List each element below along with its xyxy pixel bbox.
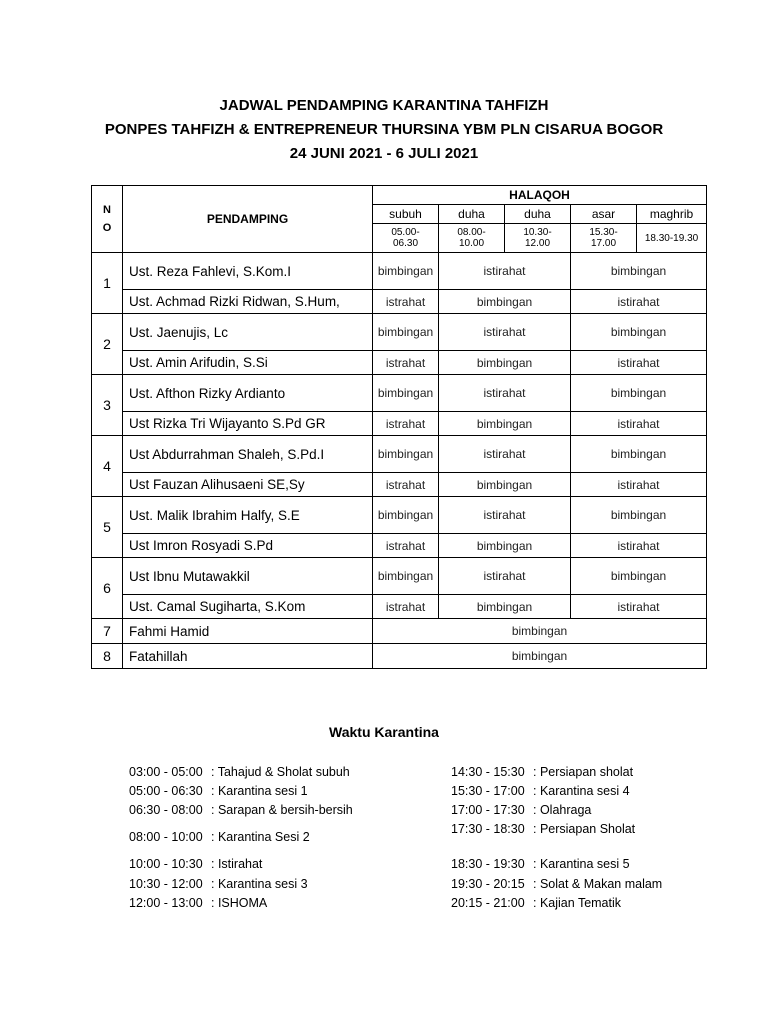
pendamping-name: Fatahillah	[123, 644, 373, 669]
waktu-item	[451, 875, 662, 893]
group-number: 3	[92, 375, 123, 436]
pendamping-name: Ust Fauzan Alihusaeni SE,Sy	[123, 473, 373, 497]
waktu-time: 19:30 - 20:15	[451, 877, 525, 891]
pendamping-name: Ust. Jaenujis, Lc	[123, 314, 373, 351]
waktu-time: 17:00 - 17:30	[451, 803, 525, 817]
full-day-cell: bimbingan	[373, 644, 707, 669]
schedule-table	[91, 185, 707, 669]
pendamping-name: Ust. Reza Fahlevi, S.Kom.I	[123, 253, 373, 290]
waktu-activity: : Karantina sesi 5	[533, 857, 630, 871]
session-header: duha	[439, 205, 505, 224]
table-row	[92, 644, 707, 669]
subuh-cell: bimbingan	[373, 558, 439, 595]
table-row	[92, 473, 707, 497]
sore-cell: bimbingan	[571, 253, 707, 290]
sore-cell: istirahat	[571, 351, 707, 375]
time-header: 18.30-19.30	[637, 224, 707, 253]
table-row	[92, 412, 707, 436]
sore-cell: bimbingan	[571, 497, 707, 534]
waktu-activity: : ISHOMA	[211, 896, 268, 910]
waktu-activity: : Karantina sesi 3	[211, 877, 308, 891]
waktu-time: 18:30 - 19:30	[451, 857, 525, 871]
session-header: asar	[571, 205, 637, 224]
duha-cell: bimbingan	[439, 595, 571, 619]
waktu-time: 05:00 - 06:30	[129, 784, 203, 798]
table-row	[92, 436, 707, 473]
waktu-activity: : Karantina sesi 4	[533, 784, 630, 798]
duha-cell: istirahat	[439, 253, 571, 290]
duha-cell: bimbingan	[439, 534, 571, 558]
waktu-item	[129, 782, 308, 800]
time-header: 15.30-17.00	[571, 224, 637, 253]
group-number: 7	[92, 619, 123, 644]
waktu-item	[451, 894, 621, 912]
pendamping-name: Fahmi Hamid	[123, 619, 373, 644]
waktu-item	[451, 820, 641, 838]
full-day-cell: bimbingan	[373, 619, 707, 644]
title-line-1: JADWAL PENDAMPING KARANTINA TAHFIZH	[219, 97, 549, 114]
subuh-cell: istrahat	[373, 473, 439, 497]
time-header: 05.00-06.30	[373, 224, 439, 253]
group-number: 1	[92, 253, 123, 314]
sore-cell: bimbingan	[571, 558, 707, 595]
table-row	[92, 497, 707, 534]
sore-cell: istirahat	[571, 290, 707, 314]
subuh-cell: istrahat	[373, 534, 439, 558]
pendamping-name: Ust. Amin Arifudin, S.Si	[123, 351, 373, 375]
waktu-activity: : Olahraga	[533, 803, 592, 817]
document-title	[0, 94, 768, 166]
table-row	[92, 558, 707, 595]
session-header: maghrib	[637, 205, 707, 224]
duha-cell: bimbingan	[439, 412, 571, 436]
sore-cell: istirahat	[571, 412, 707, 436]
duha-cell: bimbingan	[439, 290, 571, 314]
waktu-activity: : Karantina Sesi 2	[211, 830, 310, 844]
title-line-2: PONPES TAHFIZH & ENTREPRENEUR THURSINA YBM PLN CISARUA BOGOR	[104, 121, 664, 138]
duha-cell: istirahat	[439, 558, 571, 595]
subuh-cell: istrahat	[373, 351, 439, 375]
subuh-cell: istrahat	[373, 290, 439, 314]
waktu-time: 03:00 - 05:00	[129, 765, 203, 779]
group-number: 4	[92, 436, 123, 497]
waktu-time: 15:30 - 17:00	[451, 784, 525, 798]
time-header: 08.00-10.00	[439, 224, 505, 253]
waktu-time: 08:00 - 10:00	[129, 830, 203, 844]
table-row	[92, 351, 707, 375]
pendamping-name: Ust. Afthon Rizky Ardianto	[123, 375, 373, 412]
title-line-3: 24 JUNI 2021 - 6 JULI 2021	[289, 145, 479, 162]
waktu-title: Waktu Karantina	[329, 724, 439, 740]
duha-cell: istirahat	[439, 375, 571, 412]
waktu-activity: : Kajian Tematik	[533, 896, 622, 910]
subuh-cell: bimbingan	[373, 436, 439, 473]
group-number: 6	[92, 558, 123, 619]
table-row	[92, 619, 707, 644]
waktu-item	[451, 855, 630, 873]
pendamping-name: Ust Ibnu Mutawakkil	[123, 558, 373, 595]
waktu-item	[451, 782, 630, 800]
waktu-time: 12:00 - 13:00	[129, 896, 203, 910]
waktu-activity: : Solat & Makan malam	[533, 877, 663, 891]
table-row	[92, 595, 707, 619]
subuh-cell: bimbingan	[373, 314, 439, 351]
pendamping-name: Ust Rizka Tri Wijayanto S.Pd GR	[123, 412, 373, 436]
subuh-cell: istrahat	[373, 412, 439, 436]
waktu-time: 14:30 - 15:30	[451, 765, 525, 779]
waktu-activity: : Persiapan sholat	[533, 765, 634, 779]
duha-cell: istirahat	[439, 497, 571, 534]
group-number: 2	[92, 314, 123, 375]
waktu-item	[451, 801, 591, 819]
pendamping-name: Ust Imron Rosyadi S.Pd	[123, 534, 373, 558]
waktu-time: 20:15 - 21:00	[451, 896, 525, 910]
waktu-activity: : Persiapan Sholat	[533, 822, 636, 836]
subuh-cell: bimbingan	[373, 253, 439, 290]
sore-cell: istirahat	[571, 534, 707, 558]
waktu-item	[129, 875, 308, 893]
duha-cell: istirahat	[439, 314, 571, 351]
table-row	[92, 253, 707, 290]
time-header: 10.30-12.00	[505, 224, 571, 253]
waktu-time: 10:00 - 10:30	[129, 857, 203, 871]
waktu-item	[129, 801, 353, 819]
sore-cell: bimbingan	[571, 436, 707, 473]
group-number: 5	[92, 497, 123, 558]
waktu-item	[129, 894, 267, 912]
table-row	[92, 314, 707, 351]
halaqoh-header: HALAQOH	[373, 186, 707, 205]
pendamping-name: Ust Abdurrahman Shaleh, S.Pd.I	[123, 436, 373, 473]
sore-cell: bimbingan	[571, 314, 707, 351]
waktu-time: 10:30 - 12:00	[129, 877, 203, 891]
waktu-item	[129, 763, 350, 781]
sore-cell: istirahat	[571, 473, 707, 497]
waktu-time: 06:30 - 08:00	[129, 803, 203, 817]
waktu-activity: : Tahajud & Sholat subuh	[211, 765, 350, 779]
no-header: N O	[92, 186, 123, 253]
duha-cell: bimbingan	[439, 473, 571, 497]
waktu-time: 17:30 - 18:30	[451, 822, 525, 836]
group-number: 8	[92, 644, 123, 669]
pendamping-name: Ust. Camal Sugiharta, S.Kom	[123, 595, 373, 619]
duha-cell: istirahat	[439, 436, 571, 473]
waktu-item	[129, 855, 262, 873]
sore-cell: bimbingan	[571, 375, 707, 412]
waktu-item	[451, 763, 633, 781]
waktu-activity: : Sarapan & bersih-bersih	[211, 803, 353, 817]
table-row	[92, 534, 707, 558]
table-row	[92, 290, 707, 314]
table-row	[92, 375, 707, 412]
subuh-cell: bimbingan	[373, 497, 439, 534]
subuh-cell: bimbingan	[373, 375, 439, 412]
duha-cell: bimbingan	[439, 351, 571, 375]
session-header: duha	[505, 205, 571, 224]
session-header: subuh	[373, 205, 439, 224]
pendamping-name: Ust. Achmad Rizki Ridwan, S.Hum,	[123, 290, 373, 314]
pendamping-name: Ust. Malik Ibrahim Halfy, S.E	[123, 497, 373, 534]
sore-cell: istirahat	[571, 595, 707, 619]
waktu-item	[129, 828, 310, 846]
waktu-activity: : Istirahat	[211, 857, 263, 871]
subuh-cell: istrahat	[373, 595, 439, 619]
pendamping-header: PENDAMPING	[123, 186, 373, 253]
waktu-activity: : Karantina sesi 1	[211, 784, 308, 798]
